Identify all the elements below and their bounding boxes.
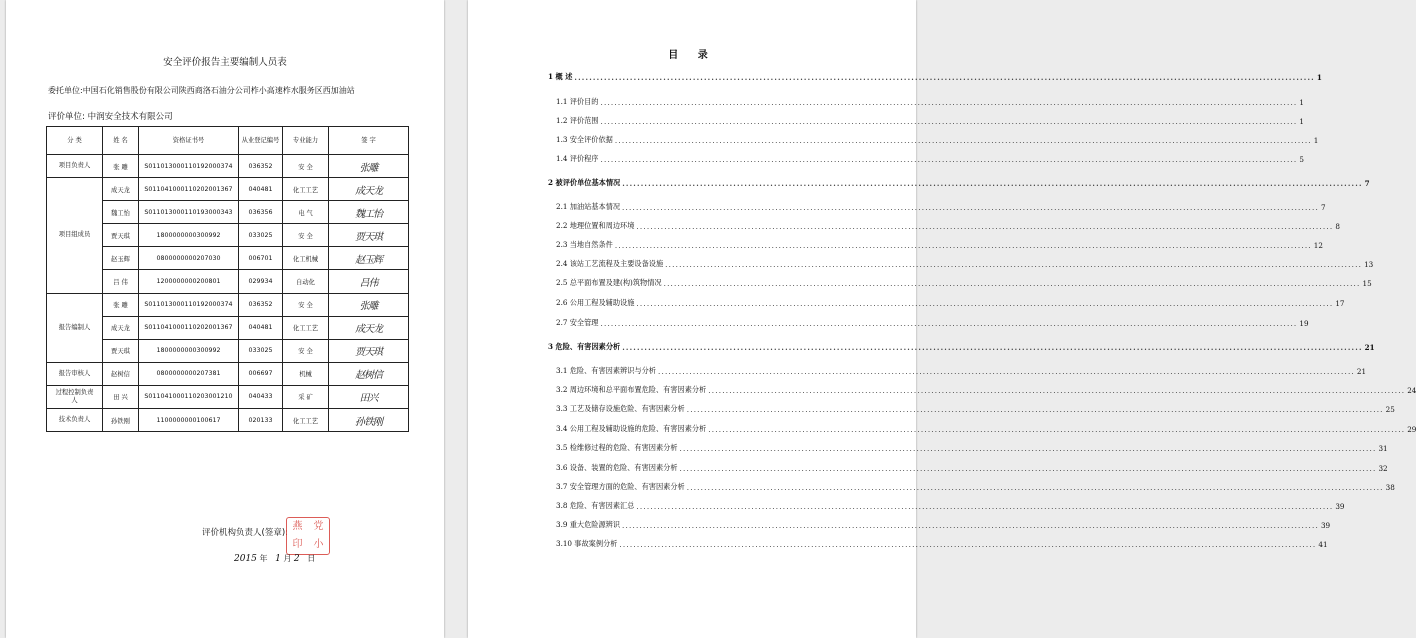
toc-page-number: 15: [1362, 279, 1372, 288]
toc-page-number: 29: [1407, 425, 1416, 434]
toc-section-entry[interactable]: [548, 238, 1323, 250]
toc-entry-label: 3.5 检维修过程的危险、有害因素分析: [556, 443, 678, 452]
toc-page-number: 7: [1320, 203, 1326, 212]
toc-entry-label: 1.1 评价目的: [556, 97, 599, 106]
skill-cell: 化工工艺: [283, 409, 329, 432]
staff-table: [46, 126, 409, 432]
toc-page-number: 41: [1318, 540, 1328, 549]
table-header-row: [47, 127, 409, 155]
handwritten-signature: 魏工怡: [355, 208, 382, 220]
head-sign-line: 评价机构负责人(签章):: [202, 528, 288, 538]
toc-dot-leader: ........................................................................................................................................................................................................: [665, 260, 1363, 269]
table-row: [47, 409, 409, 432]
toc-page-number: 32: [1378, 464, 1388, 473]
toc-dot-leader: ........................................................................................................................................................................................................: [686, 405, 1384, 414]
toc-entry-label: 1.2 评价范围: [556, 116, 599, 125]
cert-cell: 1100000000100617: [139, 409, 239, 432]
reg-cell: 036352: [239, 155, 283, 178]
reg-cell: 033025: [239, 339, 283, 362]
seal-char: 燕: [292, 521, 303, 532]
category-cell: 报告编制人: [47, 293, 103, 362]
toc-page-number: 24: [1407, 386, 1416, 395]
signature-cell: [329, 385, 409, 408]
name-cell: 赵玉辉: [103, 247, 139, 270]
toc-dot-leader: ........................................................................................................................................................................................................: [679, 464, 1377, 473]
skill-cell: 化工工艺: [283, 178, 329, 201]
toc-entry-label: 2.7 安全管理: [556, 318, 599, 327]
toc-dot-leader: ........................................................................................................................................................................................................: [600, 98, 1298, 107]
toc-section-entry[interactable]: [548, 133, 1319, 145]
date-month-unit: 月: [283, 554, 292, 563]
toc-dot-leader: ........................................................................................................................................................................................................: [619, 540, 1317, 549]
toc-entry-label: 1.3 安全评价依据: [556, 135, 613, 144]
skill-cell: 安 全: [283, 293, 329, 316]
toc-section-entry[interactable]: [548, 200, 1326, 212]
signature-cell: [329, 362, 409, 385]
toc-entry-label: 3.9 重大危险源辨识: [556, 520, 621, 529]
toc-section-entry[interactable]: [548, 296, 1345, 308]
toc-page-number: 1: [1316, 73, 1322, 82]
toc-dot-leader: ........................................................................................................................................................................................................: [663, 279, 1361, 288]
reg-cell: 040481: [239, 178, 283, 201]
cert-cell: S011013000110192000374: [139, 293, 239, 316]
skill-cell: 采 矿: [283, 385, 329, 408]
handwritten-signature: 贾天琪: [355, 347, 382, 359]
toc-dot-leader: ........................................................................................................................................................................................................: [708, 425, 1406, 434]
toc-entry-label: 3.4 公用工程及辅助设施的危险、有害因素分析: [556, 424, 707, 433]
toc-dot-leader: ........................................................................................................................................................................................................: [622, 203, 1319, 212]
skill-cell: 自动化: [283, 270, 329, 293]
date-day: 2: [293, 554, 300, 564]
handwritten-signature: 田兴: [359, 393, 378, 405]
handwritten-signature: 贾天琪: [355, 231, 382, 243]
toc-dot-leader: ........................................................................................................................................................................................................: [679, 444, 1377, 453]
toc-section-entry[interactable]: [548, 499, 1345, 511]
client-value: 中国石化销售股份有限公司陕西商洛石油分公司柞小高速柞水服务区西加油站: [82, 86, 355, 95]
toc-title: 目 录: [668, 50, 716, 61]
client-line: [48, 85, 355, 96]
toc-entry-label: 2.6 公用工程及辅助设施: [556, 298, 635, 307]
toc-page-number: 17: [1335, 299, 1345, 308]
toc-section-entry[interactable]: [548, 114, 1304, 126]
signature-cell: [329, 339, 409, 362]
skill-cell: 安 全: [283, 224, 329, 247]
toc-section-entry[interactable]: [548, 461, 1388, 473]
toc-entry-label: 3.7 安全管理方面的危险、有害因素分析: [556, 482, 685, 491]
toc-page-number: 21: [1356, 367, 1367, 376]
toc-dot-leader: ........................................................................................................................................................................................................: [622, 343, 1363, 352]
toc-section-entry[interactable]: [548, 537, 1328, 549]
signature-cell: [329, 293, 409, 316]
cert-cell: S011041000110202001367: [139, 316, 239, 339]
toc-section-entry[interactable]: [548, 518, 1331, 530]
toc-section-entry[interactable]: [548, 441, 1388, 453]
sign-date: [234, 553, 315, 564]
toc-page-number: 8: [1335, 222, 1340, 231]
toc-page-number: 21: [1364, 343, 1375, 352]
header-category: 分 类: [47, 127, 103, 155]
cert-cell: S011041000110202001367: [139, 178, 239, 201]
toc-dot-leader: ........................................................................................................................................................................................................: [708, 386, 1406, 395]
skill-cell: 电 气: [283, 201, 329, 224]
skill-cell: 化工工艺: [283, 316, 329, 339]
handwritten-signature: 吕伟: [359, 278, 378, 290]
skill-cell: 安 全: [283, 155, 329, 178]
toc-section-entry[interactable]: [548, 422, 1416, 434]
toc-section-entry[interactable]: [548, 402, 1395, 414]
reg-cell: 029934: [239, 270, 283, 293]
toc-entry-label: 2.1 加油站基本情况: [556, 202, 621, 211]
toc-entry-label: 1 概 述: [548, 72, 573, 81]
signature-cell: [329, 247, 409, 270]
reg-cell: 006697: [239, 362, 283, 385]
toc-page-number: 1: [1299, 98, 1304, 107]
header-reg: 从业登记编号: [239, 127, 283, 155]
toc-entry-label: 3.2 周边环境和总平面布置危险、有害因素分析: [556, 385, 707, 394]
header-skill: 专业能力: [283, 127, 329, 155]
name-cell: 张 雕: [103, 155, 139, 178]
toc-page-number: 25: [1385, 405, 1395, 414]
date-year-unit: 年: [259, 554, 268, 563]
signature-cell: [329, 316, 409, 339]
toc-section-entry[interactable]: [548, 219, 1340, 231]
signature-cell: [329, 178, 409, 201]
toc-entry-label: 3 危险、有害因素分析: [548, 342, 621, 351]
toc-chapter-entry[interactable]: [548, 340, 1375, 352]
category-cell: 项目负责人: [47, 155, 103, 178]
name-cell: 孙铁刚: [103, 409, 139, 432]
handwritten-signature: 赵玉辉: [355, 254, 382, 266]
toc-section-entry[interactable]: [548, 257, 1374, 269]
name-cell: 赵树信: [103, 362, 139, 385]
handwritten-signature: 张雕: [359, 301, 378, 313]
cert-cell: 1200000000200801: [139, 270, 239, 293]
toc-page-number: 39: [1335, 502, 1345, 511]
reg-cell: 006701: [239, 247, 283, 270]
official-seal: [286, 517, 330, 555]
toc-section-entry[interactable]: [548, 276, 1372, 288]
page-title: 安全评价报告主要编制人员表: [163, 57, 287, 68]
category-cell: 报告审核人: [47, 362, 103, 385]
toc-dot-leader: ........................................................................................................................................................................................................: [600, 155, 1298, 164]
name-cell: 贾天琪: [103, 339, 139, 362]
name-cell: 成天龙: [103, 178, 139, 201]
toc-entry-label: 2.3 当地自然条件: [556, 240, 613, 249]
toc-dot-leader: ........................................................................................................................................................................................................: [614, 241, 1312, 250]
header-name: 姓 名: [103, 127, 139, 155]
cert-cell: 0800000000207381: [139, 362, 239, 385]
name-cell: 吕 伟: [103, 270, 139, 293]
cert-cell: 1800000000300992: [139, 339, 239, 362]
seal-char: 党: [313, 521, 324, 532]
toc-section-entry[interactable]: [548, 152, 1304, 164]
signature-cell: [329, 201, 409, 224]
toc-entry-label: 2.2 地理位置和周边环境: [556, 221, 635, 230]
signature-cell: [329, 409, 409, 432]
toc-dot-leader: ........................................................................................................................................................................................................: [622, 521, 1319, 530]
date-month: 1: [275, 554, 281, 564]
toc-page-number: 31: [1378, 444, 1388, 453]
toc-dot-leader: ........................................................................................................................................................................................................: [614, 136, 1312, 145]
name-cell: 田 兴: [103, 385, 139, 408]
toc-page-number: 7: [1364, 179, 1370, 188]
table-row: [47, 362, 409, 385]
name-cell: 成天龙: [103, 316, 139, 339]
toc-entry-label: 3.1 危险、有害因素辨识与分析: [556, 366, 656, 375]
assessor-value: 中润安全技术有限公司: [87, 112, 173, 122]
skill-cell: 安 全: [283, 339, 329, 362]
name-cell: 贾天琪: [103, 224, 139, 247]
toc-entry-label: 3.6 设备、装置的危险、有害因素分析: [556, 463, 678, 472]
toc-entry-label: 3.3 工艺及储存设施危险、有害因素分析: [556, 404, 685, 413]
toc-entry-label: 2.4 该站工艺流程及主要设备设施: [556, 259, 664, 268]
date-day-unit: 日: [307, 554, 316, 563]
reg-cell: 033025: [239, 224, 283, 247]
toc-dot-leader: ........................................................................................................................................................................................................: [686, 483, 1384, 492]
signature-cell: [329, 270, 409, 293]
cert-cell: S011013000110193000343: [139, 201, 239, 224]
toc-dot-leader: ........................................................................................................................................................................................................: [657, 367, 1355, 376]
reg-cell: 020133: [239, 409, 283, 432]
staff-table-body: [47, 155, 409, 432]
name-cell: 张 雕: [103, 293, 139, 316]
toc-entry-label: 3.10 事故案例分析: [556, 539, 618, 548]
signature-cell: [329, 224, 409, 247]
reg-cell: 036356: [239, 201, 283, 224]
toc-section-entry[interactable]: [548, 364, 1367, 376]
toc-section-entry[interactable]: [548, 480, 1395, 492]
handwritten-signature: 成天龙: [355, 324, 382, 336]
toc-entry-label: 2 被评价单位基本情况: [548, 178, 621, 187]
toc-section-entry[interactable]: [548, 316, 1309, 328]
toc-page-number: 13: [1364, 260, 1374, 269]
toc-chapter-entry[interactable]: [548, 176, 1370, 188]
toc-dot-leader: ........................................................................................................................................................................................................: [600, 117, 1298, 126]
category-cell: 技术负责人: [47, 409, 103, 432]
seal-char: 印: [292, 539, 303, 550]
toc-page-number: 38: [1385, 483, 1395, 492]
toc-dot-leader: ........................................................................................................................................................................................................: [636, 222, 1334, 231]
cert-cell: S011013000110192000374: [139, 155, 239, 178]
header-signature: 签 字: [329, 127, 409, 155]
toc-page-number: 39: [1320, 521, 1331, 530]
client-label: 委托单位:: [48, 86, 83, 95]
skill-cell: 机械: [283, 362, 329, 385]
left-page: [6, 0, 444, 638]
seal-char: 小: [313, 539, 324, 550]
toc-section-entry[interactable]: [548, 383, 1416, 395]
reg-cell: 040481: [239, 316, 283, 339]
name-cell: 魏工怡: [103, 201, 139, 224]
skill-cell: 化工机械: [283, 247, 329, 270]
toc-page-number: 19: [1299, 319, 1309, 328]
handwritten-signature: 孙铁刚: [355, 416, 382, 428]
toc-section-entry[interactable]: [548, 95, 1304, 107]
date-year: 2015: [234, 554, 257, 564]
toc-entry-label: 3.8 危险、有害因素汇总: [556, 501, 635, 510]
header-cert: 资格证书号: [139, 127, 239, 155]
table-row: [47, 178, 409, 201]
cert-cell: S011041000110203001210: [139, 385, 239, 408]
toc-entry-label: 1.4 评价程序: [556, 154, 599, 163]
table-row: [47, 385, 409, 408]
handwritten-signature: 张雕: [359, 162, 378, 174]
table-row: [47, 155, 409, 178]
handwritten-signature: 赵树信: [355, 370, 382, 382]
reg-cell: 036352: [239, 293, 283, 316]
category-cell: 项目组成员: [47, 178, 103, 293]
toc-entry-label: 2.5 总平面布置及建(构)筑物情况: [556, 278, 662, 287]
cert-cell: 0800000000207030: [139, 247, 239, 270]
table-row: [47, 293, 409, 316]
reg-cell: 040433: [239, 385, 283, 408]
right-page: [468, 0, 1416, 638]
toc-page-number: 5: [1299, 155, 1304, 164]
toc-page-number: 12: [1313, 241, 1323, 250]
category-cell: 过程控制负责人: [47, 385, 103, 408]
toc-dot-leader: ........................................................................................................................................................................................................: [574, 73, 1315, 82]
toc-chapter-entry[interactable]: [548, 70, 1322, 82]
cert-cell: 1800000000300992: [139, 224, 239, 247]
assessor-label: 评价单位:: [48, 112, 85, 122]
toc-page-number: 1: [1313, 136, 1319, 145]
toc-page-number: 1: [1299, 117, 1304, 126]
handwritten-signature: 成天龙: [355, 185, 382, 197]
toc-dot-leader: ........................................................................................................................................................................................................: [636, 299, 1334, 308]
toc-dot-leader: ........................................................................................................................................................................................................: [600, 319, 1298, 328]
toc-dot-leader: ........................................................................................................................................................................................................: [636, 502, 1334, 511]
signature-cell: [329, 155, 409, 178]
toc-dot-leader: ........................................................................................................................................................................................................: [622, 179, 1363, 188]
assessor-line: [48, 110, 173, 122]
